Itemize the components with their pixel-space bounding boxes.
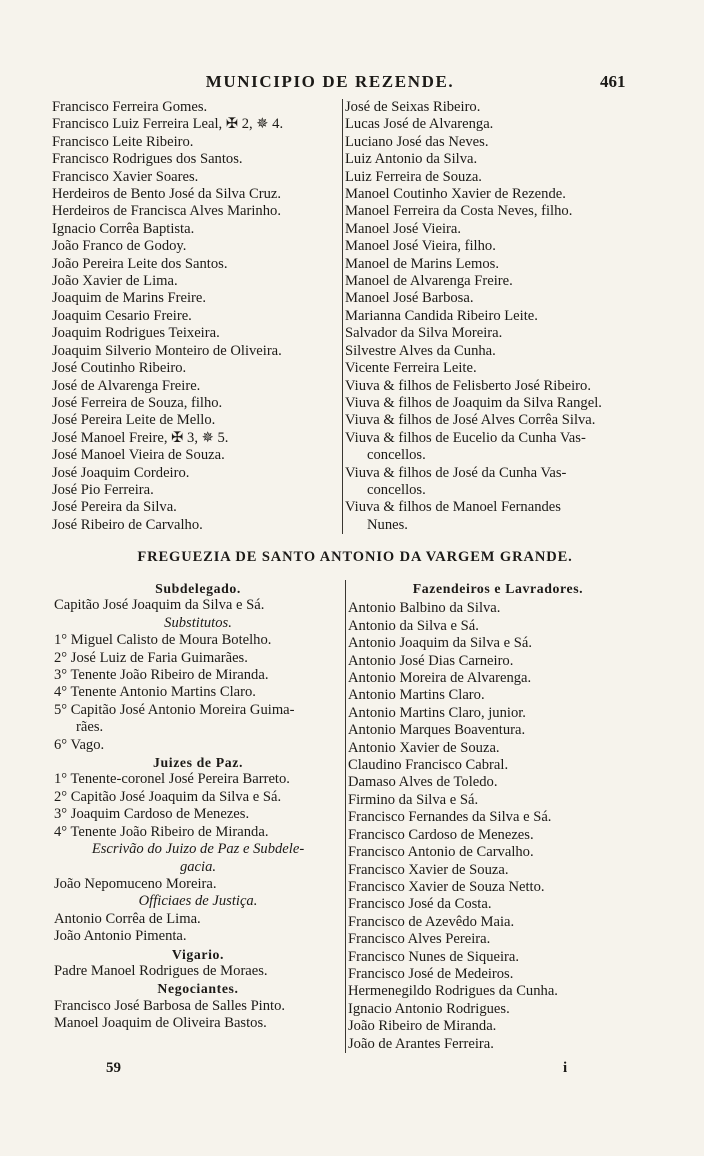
list-entry: Viuva & filhos de Eucelio da Cunha Vas-: [345, 429, 586, 446]
list-entry: José Pio Ferreira.: [52, 481, 154, 498]
list-entry: 4° Tenente Antonio Martins Claro.: [54, 684, 256, 701]
list-entry: Viuva & filhos de José da Cunha Vas-: [345, 464, 567, 481]
list-entry: Vicente Ferreira Leite.: [345, 360, 477, 377]
list-entry: Padre Manoel Rodrigues de Moraes.: [54, 962, 268, 979]
list-entry: Claudino Francisco Cabral.: [348, 757, 509, 774]
list-entry: Viuva & filhos de Manoel Fernandes: [345, 499, 561, 516]
list-entry: Manoel de Marins Lemos.: [345, 255, 500, 272]
list-entry: Francisco Xavier de Souza.: [348, 861, 509, 878]
list-entry-continuation: concellos.: [367, 447, 426, 464]
list-entry: Luiz Ferreira de Souza.: [345, 168, 482, 185]
list-entry: João Franco de Godoy.: [52, 238, 187, 255]
list-entry: José Manoel Freire, ✠ 3, ✵ 5.: [52, 429, 229, 446]
list-entry: 4° Tenente João Ribeiro de Miranda.: [54, 823, 269, 840]
list-entry: Herdeiros de Francisca Alves Marinho.: [52, 203, 281, 220]
list-entry: Firmino da Silva e Sá.: [348, 791, 479, 808]
list-entry: Lucas José de Alvarenga.: [345, 116, 494, 133]
list-entry: Francisco de Azevêdo Maia.: [348, 913, 515, 930]
list-entry: Joaquim Cesario Freire.: [52, 307, 192, 324]
list-entry: João Nepomuceno Moreira.: [54, 875, 217, 892]
sheet-number: 59: [106, 1060, 121, 1076]
list-entry: José de Alvarenga Freire.: [52, 377, 201, 394]
list-entry: Francisco Ferreira Gomes.: [52, 99, 208, 115]
list-entry: Manoel José Barbosa.: [345, 290, 474, 307]
list-entry: Francisco Rodrigues dos Santos.: [52, 151, 243, 168]
list-entry: Francisco José de Medeiros.: [348, 965, 514, 982]
list-entry-continuation: concellos.: [367, 481, 426, 498]
list-entry: Antonio Balbino da Silva.: [348, 600, 501, 617]
signature-mark: i: [563, 1060, 568, 1076]
list-entry: Manoel José Vieira.: [345, 220, 461, 237]
list-entry: Francisco Cardoso de Menezes.: [348, 826, 534, 843]
list-entry: Capitão José Joaquim da Silva e Sá.: [54, 597, 265, 614]
list-entry: Marianna Candida Ribeiro Leite.: [345, 307, 538, 324]
list-entry: Francisco Leite Ribeiro.: [52, 133, 194, 150]
list-entry: 6° Vago.: [54, 736, 105, 753]
list-entry: Francisco Alves Pereira.: [348, 931, 491, 948]
section-heading: Negociantes.: [157, 981, 239, 997]
bottom-left-column: [54, 580, 342, 1033]
section-subheading: gacia.: [179, 858, 217, 875]
top-right-column: [342, 99, 645, 534]
list-entry: Francisco Xavier de Souza Netto.: [348, 878, 545, 895]
list-entry: Francisco Xavier Soares.: [52, 168, 199, 185]
list-entry: Francisco Fernandes da Silva e Sá.: [348, 809, 552, 826]
list-entry: Antonio Corrêa de Lima.: [54, 910, 201, 927]
list-entry: Antonio José Dias Carneiro.: [348, 652, 514, 669]
list-entry: Joaquim de Marins Freire.: [52, 290, 207, 307]
list-entry: 3° Joaquim Cardoso de Menezes.: [54, 806, 250, 823]
list-entry: João Antonio Pimenta.: [54, 928, 187, 945]
list-entry: Viuva & filhos de Felisberto José Ribeiro.: [345, 377, 591, 394]
list-entry-continuation: rães.: [76, 719, 104, 736]
section-heading: Vigario.: [171, 946, 225, 962]
list-entry: Herdeiros de Bento José da Silva Cruz.: [52, 186, 281, 203]
list-entry: Antonio Martins Claro.: [348, 687, 485, 704]
list-entry: José Pereira da Silva.: [52, 499, 177, 516]
list-entry: Antonio Xavier de Souza.: [348, 739, 500, 756]
list-entry: João Ribeiro de Miranda.: [348, 1018, 497, 1035]
list-entry: Francisco Antonio de Carvalho.: [348, 844, 534, 861]
list-entry: Viuva & filhos de Joaquim da Silva Rangel.: [345, 394, 602, 411]
section-heading: Juizes de Paz.: [152, 755, 244, 771]
section-subheading: Substitutos.: [164, 614, 232, 631]
bottom-right-column: [345, 580, 648, 1053]
list-entry: 5° Capitão José Antonio Moreira Guima-: [54, 701, 295, 718]
section-heading: Fazendeiros e Lavradores.: [412, 581, 584, 596]
list-entry: Antonio Martins Claro, junior.: [348, 704, 526, 721]
section-title: FREGUEZIA DE SANTO ANTONIO DA VARGEM GRANDE.: [137, 549, 573, 565]
list-entry: 1° Miguel Calisto de Moura Botelho.: [54, 632, 272, 649]
list-entry: José Pereira Leite de Mello.: [52, 412, 216, 429]
section-heading: Subdelegado.: [155, 581, 241, 596]
list-entry: José de Seixas Ribeiro.: [345, 99, 481, 115]
page-number: 461: [600, 72, 626, 91]
list-entry: Francisco José da Costa.: [348, 896, 492, 913]
list-entry: Francisco Nunes de Siqueira.: [348, 948, 520, 965]
list-entry: Manoel Coutinho Xavier de Rezende.: [345, 186, 566, 203]
list-entry: João de Arantes Ferreira.: [348, 1035, 494, 1052]
list-entry: Antonio Marques Boaventura.: [348, 722, 526, 739]
list-entry: Luciano José das Neves.: [345, 133, 489, 150]
list-entry: José Ribeiro de Carvalho.: [52, 516, 203, 533]
list-entry-continuation: Nunes.: [367, 516, 408, 533]
list-entry: Antonio Joaquim da Silva e Sá.: [348, 635, 533, 652]
list-entry: José Manoel Vieira de Souza.: [52, 447, 225, 464]
list-entry: Ignacio Antonio Rodrigues.: [348, 1000, 510, 1017]
list-entry: José Ferreira de Souza, filho.: [52, 394, 223, 411]
list-entry: 1° Tenente-coronel José Pereira Barreto.: [54, 771, 290, 788]
section-subheading: Officiaes de Justiça.: [138, 893, 258, 910]
list-entry: Hermenegildo Rodrigues da Cunha.: [348, 983, 558, 1000]
list-entry: 2° José Luiz de Faria Guimarães.: [54, 649, 248, 666]
list-entry: Francisco Luiz Ferreira Leal, ✠ 2, ✵ 4.: [52, 116, 284, 133]
list-entry: Antonio Moreira de Alvarenga.: [348, 670, 532, 687]
list-entry: José Coutinho Ribeiro.: [52, 360, 187, 377]
list-entry: Salvador da Silva Moreira.: [345, 325, 503, 342]
list-entry: João Pereira Leite dos Santos.: [52, 255, 228, 272]
list-entry: José Joaquim Cordeiro.: [52, 464, 190, 481]
list-entry: Ignacio Corrêa Baptista.: [52, 220, 195, 237]
section-subheading: Escrivão do Juizo de Paz e Subdele-: [91, 841, 305, 858]
list-entry: Francisco José Barbosa de Salles Pinto.: [54, 997, 286, 1014]
list-entry: 2° Capitão José Joaquim da Silva e Sá.: [54, 788, 282, 805]
list-entry: João Xavier de Lima.: [52, 273, 178, 290]
list-entry: Manoel de Alvarenga Freire.: [345, 273, 513, 290]
list-entry: Damaso Alves de Toledo.: [348, 774, 498, 791]
list-entry: Silvestre Alves da Cunha.: [345, 342, 496, 359]
list-entry: 3° Tenente João Ribeiro de Miranda.: [54, 667, 269, 684]
list-entry: Joaquim Silverio Monteiro de Oliveira.: [52, 342, 282, 359]
list-entry: Antonio da Silva e Sá.: [348, 617, 479, 634]
list-entry: Joaquim Rodrigues Teixeira.: [52, 325, 220, 342]
list-entry: Manoel Ferreira da Costa Neves, filho.: [345, 203, 573, 220]
running-head: MUNICIPIO DE REZENDE.: [205, 72, 455, 91]
list-entry: Manoel Joaquim de Oliveira Bastos.: [54, 1015, 267, 1032]
list-entry: Luiz Antonio da Silva.: [345, 151, 478, 168]
top-left-column: [52, 99, 337, 534]
list-entry: Manoel José Vieira, filho.: [345, 238, 496, 255]
list-entry: Viuva & filhos de José Alves Corrêa Silva.: [345, 412, 596, 429]
